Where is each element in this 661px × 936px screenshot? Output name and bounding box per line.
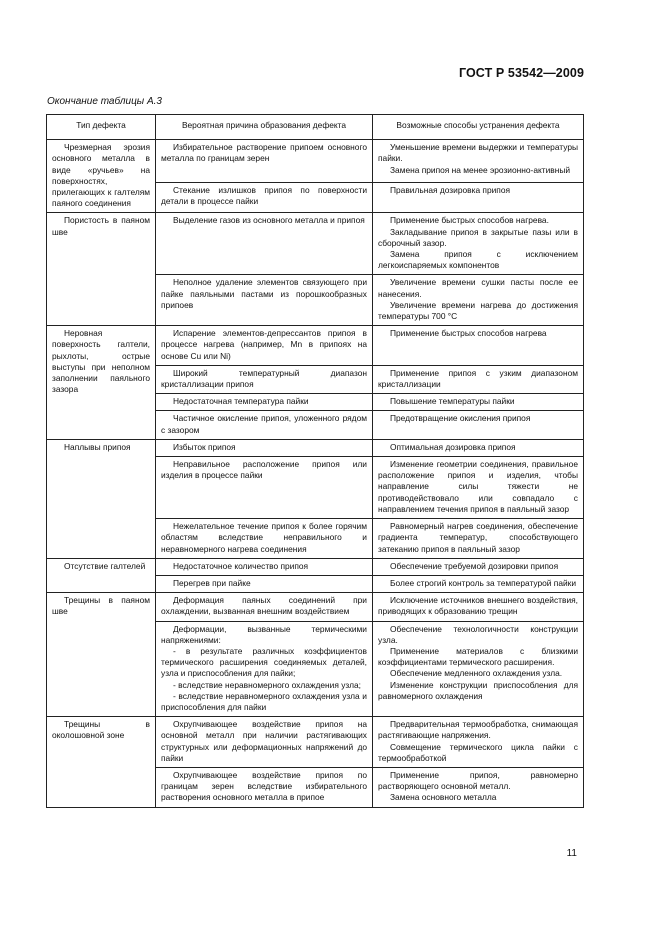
cause-cell	[156, 767, 373, 807]
remedy-text: Замена припоя на менее эрозионно-активный	[390, 164, 571, 175]
cause-text: Избирательное растворение припоем основного металла по границам зерен	[161, 142, 367, 164]
remedy-cell	[373, 767, 584, 807]
remedy-cell	[373, 519, 584, 559]
cause-cell	[156, 182, 373, 213]
table-row	[47, 593, 584, 621]
cause-text: Неправильное расположение припоя или изделия в процессе пайки	[161, 459, 367, 481]
table-row	[47, 558, 584, 575]
remedy-cell	[373, 457, 584, 519]
remedy-text: Применение припоя с узким диапазоном кристаллизации	[378, 367, 578, 390]
cause-cell	[156, 394, 373, 411]
remedy-text: Применение припоя, равномерно растворяющего основной металл.	[378, 769, 578, 792]
remedy-text: Равномерный нагрев соединения, обеспечение градиента температур, способствующего затеканию припоя в паяльный зазор	[378, 521, 578, 554]
remedy-text: Исключение источников внешнего воздействия, приводящих к образованию трещин	[378, 595, 578, 617]
column-header: Тип дефекта	[47, 115, 156, 140]
cause-text: Стекание излишков припоя по поверхности детали в процессе пайки	[161, 184, 367, 207]
remedy-cell	[373, 182, 584, 213]
cause-cell	[156, 365, 373, 393]
remedy-cell	[373, 275, 584, 326]
column-header: Возможные способы устранения дефекта	[373, 115, 584, 140]
cause-cell	[156, 717, 373, 768]
remedy-text: Уменьшение времени выдержки и температуры пайки.	[378, 142, 578, 164]
defect-type-cell	[47, 439, 156, 558]
remedy-text: Замена основного металла	[390, 792, 497, 803]
defect-type-text: Наплывы припоя	[64, 441, 131, 452]
remedy-text: Обеспечение медленного охлаждения узла.	[390, 668, 563, 679]
defect-type-cell	[47, 593, 156, 717]
cause-text: Недостаточное количество припоя	[173, 560, 309, 571]
cause-cell	[156, 326, 373, 366]
cause-text: Охрупчивающее воздействие припоя по границам зерен вследствие избирательного растворения основного металла в припое	[161, 769, 367, 803]
remedy-text: Увеличение времени нагрева до достижения температуры 700 °С	[378, 299, 578, 322]
defect-type-text: Трещины в околошовной зоне	[52, 719, 150, 741]
cause-text: Недостаточная температура пайки	[173, 396, 309, 407]
remedy-text: Предварительная термообработка, снимающая растягивающие напряжения.	[378, 719, 578, 741]
defects-table	[46, 114, 584, 808]
table-row	[47, 140, 584, 183]
cause-cell	[156, 558, 373, 575]
remedy-text: Закладывание припоя в закрытые пазы или в сборочный зазор.	[378, 226, 578, 248]
remedy-text: Обеспечение требуемой дозировки припоя	[390, 560, 559, 571]
defect-type-cell	[47, 558, 156, 592]
cause-text: Выделение газов из основного металла и припоя	[173, 215, 365, 226]
defect-type-text: Пористость в паяном шве	[52, 215, 150, 237]
remedy-text: Правильная дозировка припоя	[390, 184, 511, 195]
table-caption: Окончание таблицы А.3	[47, 96, 162, 107]
remedy-text: Изменение геометрии соединения, правильное расположение припоя и изделия, чтобы направление силы тяжести не противодействовало или совпадало с направлением течения припоя в паяльный зазор	[378, 459, 578, 514]
cause-cell	[156, 439, 373, 456]
remedy-text: Применение быстрых способов нагрева.	[390, 215, 549, 226]
cause-text: Неполное удаление элементов связующего при пайке паяльными пастами из порошкообразных припоев	[161, 277, 367, 310]
defect-type-cell	[47, 326, 156, 440]
remedy-cell	[373, 593, 584, 621]
table-row	[47, 717, 584, 768]
remedy-cell	[373, 717, 584, 768]
remedy-text: Применение материалов с близкими коэффициентами термического расширения.	[378, 645, 578, 668]
remedy-text: Предотвращение окисления припоя	[390, 413, 531, 424]
remedy-cell	[373, 558, 584, 575]
defect-type-text: Трещины в паяном шве	[52, 595, 150, 617]
cause-text: Частичное окисление припоя, уложенного рядом с зазором	[161, 413, 367, 435]
cause-text: - вследствие неравномерного охлаждения узла;	[173, 679, 361, 690]
page-number: 11	[566, 848, 577, 859]
remedy-text: Более строгий контроль за температурой пайки	[390, 577, 577, 588]
cause-cell	[156, 593, 373, 621]
remedy-text: Применение быстрых способов нагрева	[390, 328, 547, 339]
defect-type-text: Отсутствие галтелей	[64, 560, 146, 571]
cause-cell	[156, 411, 373, 439]
table-header-row	[47, 115, 584, 140]
defect-type-cell	[47, 140, 156, 213]
cause-text: Нежелательное течение припоя к более горячим областям вследствие неправильного и неравномерного нагрева соединения	[161, 521, 367, 554]
cause-text: Перегрев при пайке	[173, 577, 251, 588]
cause-text: Избыток припоя	[173, 441, 236, 452]
remedy-text: Обеспечение технологичности конструкции узла.	[378, 623, 578, 645]
cause-cell	[156, 213, 373, 275]
table-row	[47, 326, 584, 366]
cause-cell	[156, 621, 373, 717]
cause-text: Деформация паяных соединений при охлаждении, вызванная внешним воздействием	[161, 595, 367, 617]
table-row	[47, 439, 584, 456]
defect-type-cell	[47, 213, 156, 326]
remedy-cell	[373, 365, 584, 393]
cause-cell	[156, 140, 373, 183]
defect-type-text: Чрезмерная эрозия основного металла в виде «ручьев» на поверхностях, прилегающих к галтелям паяного соединения	[52, 142, 150, 209]
cause-cell	[156, 457, 373, 519]
cause-text: Деформации, вызванные термическими напряжениями:	[161, 623, 367, 645]
defect-type-text: Неровная поверхность галтели, рыхлоты, острые выступы при неполном заполнении паяльного зазора	[52, 328, 150, 395]
remedy-cell	[373, 575, 584, 592]
remedy-text: Повышение температуры пайки	[390, 396, 515, 407]
remedy-cell	[373, 213, 584, 275]
remedy-text: Замена припоя с исключением легкоиспаряемых компонентов	[378, 249, 578, 271]
remedy-text: Изменение конструкции приспособления для равномерного охлаждения	[378, 679, 578, 701]
table-body	[47, 140, 584, 807]
remedy-cell	[373, 439, 584, 456]
cause-text: - вследствие неравномерного охлаждения узла и приспособления для пайки	[161, 690, 367, 712]
remedy-text: Совмещение термического цикла пайки с термообработкой	[378, 741, 578, 763]
cause-cell	[156, 275, 373, 326]
cause-cell	[156, 575, 373, 592]
cause-text: Испарение элементов-депрессантов припоя в процессе нагрева (например, Mn в припоях на основе Cu или Ni)	[161, 328, 367, 361]
cause-cell	[156, 519, 373, 559]
cause-text: - в результате различных коэффициентов термического расширения соединяемых деталей, узла и приспособления для пайки;	[161, 645, 367, 679]
defect-type-cell	[47, 717, 156, 807]
remedy-text: Оптимальная дозировка припоя	[390, 441, 516, 452]
table-row	[47, 213, 584, 275]
remedy-cell	[373, 394, 584, 411]
cause-text: Широкий температурный диапазон кристаллизации припоя	[161, 367, 367, 390]
column-header: Вероятная причина образования дефекта	[156, 115, 373, 140]
remedy-text: Увеличение времени сушки пасты после ее нанесения.	[378, 277, 578, 299]
cause-text: Охрупчивающее воздействие припоя на основной металл при наличии растягивающих структурных или деформационных напряжений до пайки	[161, 719, 367, 763]
remedy-cell	[373, 411, 584, 439]
remedy-cell	[373, 621, 584, 717]
standard-number: ГОСТ Р 53542—2009	[458, 66, 584, 80]
remedy-cell	[373, 326, 584, 366]
remedy-cell	[373, 140, 584, 183]
